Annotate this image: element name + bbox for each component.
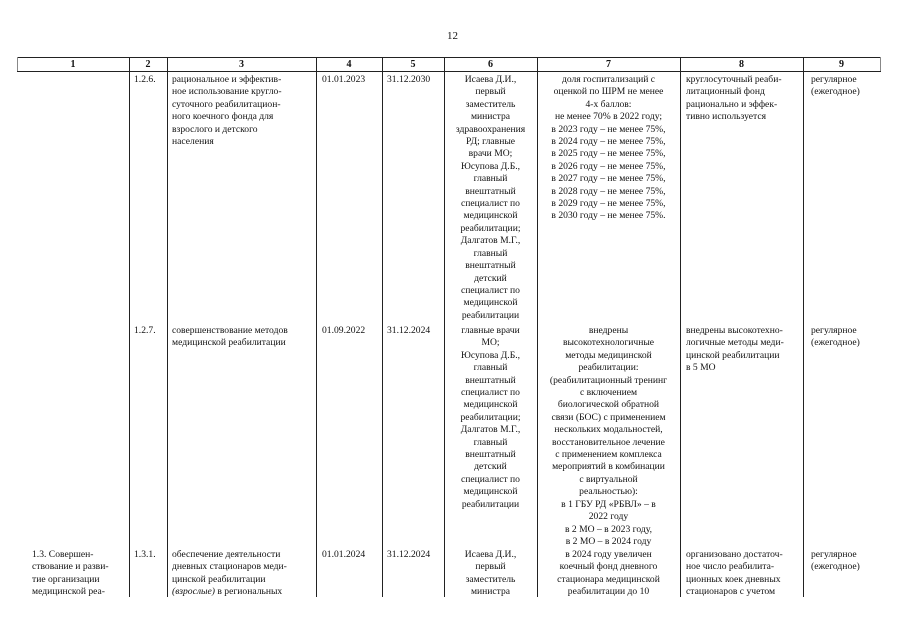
- row-number: 1.2.6.: [134, 74, 156, 85]
- header-col-1: 1: [70, 59, 76, 70]
- page-number: 12: [447, 30, 458, 42]
- activity-text: обеспечение деятельности дневных стационаров меди- цинской реабилитации: [172, 549, 287, 585]
- periodicity: регулярное (ежегодное): [811, 549, 860, 573]
- target-indicator: доля госпитализаций с оценкой по ШРМ не менее 4-х баллов: не менее 70% в 2022 году; в 2023 году – не менее 75%, в 2024 году – не менее 75%, в 2025 году – не менее 75%, в 2026 году – не менее 75%, в 2027 году – не менее 75%, в 2028 году – не менее 75%, в 2029 году – не менее 75%, в 2030 году – не менее 75%.: [551, 74, 666, 222]
- activity-description: рациональное и эффектив- ное использование кругло- суточного реабилитацион- ного коечного фонда для взрослого и детского населения: [172, 74, 282, 148]
- start-date: 01.09.2022: [322, 325, 366, 336]
- end-date: 31.12.2030: [387, 74, 431, 85]
- periodicity: регулярное (ежегодное): [811, 325, 860, 349]
- periodicity: регулярное (ежегодное): [811, 74, 860, 98]
- section-title: 1.3. Совершен- ствование и разви- тие организации медицинской реа-: [32, 549, 109, 598]
- column-rule: [382, 57, 383, 597]
- activity-description: совершенствование методов медицинской реабилитации: [172, 325, 288, 349]
- header-col-5: 5: [410, 59, 416, 70]
- header-col-2: 2: [145, 59, 151, 70]
- column-rule: [129, 57, 130, 597]
- column-rule: [316, 57, 317, 597]
- activity-description: [172, 549, 310, 599]
- header-col-7: 7: [606, 59, 611, 70]
- row-number: 1.2.7.: [134, 325, 156, 336]
- activity-text-continued: в региональных: [214, 586, 283, 598]
- target-indicator: в 2024 году увеличен коечный фонд дневного стационара медицинской реабилитации до 10: [557, 549, 660, 598]
- responsible-persons: Исаева Д.И., первый заместитель министра: [464, 549, 517, 598]
- start-date: 01.01.2024: [322, 549, 366, 560]
- activity-italic-note: (взрослые): [172, 586, 215, 598]
- header-col-9: 9: [839, 59, 844, 70]
- column-rule: [880, 57, 881, 71]
- header-col-8: 8: [739, 59, 744, 70]
- header-col-6: 6: [488, 59, 493, 70]
- row-number: 1.3.1.: [134, 549, 156, 560]
- column-rule: [167, 57, 168, 597]
- header-col-3: 3: [239, 59, 244, 70]
- header-top-rule: [17, 57, 881, 58]
- responsible-persons: главные врачи МО; Юсупова Д.Б., главный внештатный специалист по медицинской реабилитации; Далгатов М.Г., главный внештатный детский специалист по медицинской реабилитации: [460, 325, 521, 510]
- expected-result: внедрены высокотехно- логичные методы меди- цинской реабилитации в 5 МО: [686, 325, 784, 374]
- column-rule: [803, 57, 804, 597]
- end-date: 31.12.2024: [387, 549, 431, 560]
- expected-result: круглосуточный реаби- литационный фонд рационально и эффек- тивно используется: [686, 74, 782, 123]
- column-rule: [680, 57, 681, 597]
- end-date: 31.12.2024: [387, 325, 431, 336]
- expected-result: организовано достаточ- ное число реабилита- ционных коек дневных стационаров с учетом: [686, 549, 783, 598]
- start-date: 01.01.2023: [322, 74, 366, 85]
- header-col-4: 4: [346, 59, 352, 70]
- responsible-persons: Исаева Д.И., первый заместитель министра здравоохранения РД; главные врачи МО; Юсупова Д.Б., главный внештатный специалист по медицинской реабилитации; Далгатов М.Г., главный внештатный детский специалист по медицинской реабилитации: [455, 74, 526, 321]
- target-indicator: внедрены высокотехнологичные методы медицинской реабилитации: (реабилитационный тренинг с включением биологической обратной связи (БОС) с применением нескольких модальностей, восстановительное лечение с применением комплекса мероприятий в комбинации с виртуальной реальностью): в 1 ГБУ РД «РБВЛ» – в 2022 году в 2 МО – в 2023 году, в 2 МО – в 2024 году: [549, 325, 668, 547]
